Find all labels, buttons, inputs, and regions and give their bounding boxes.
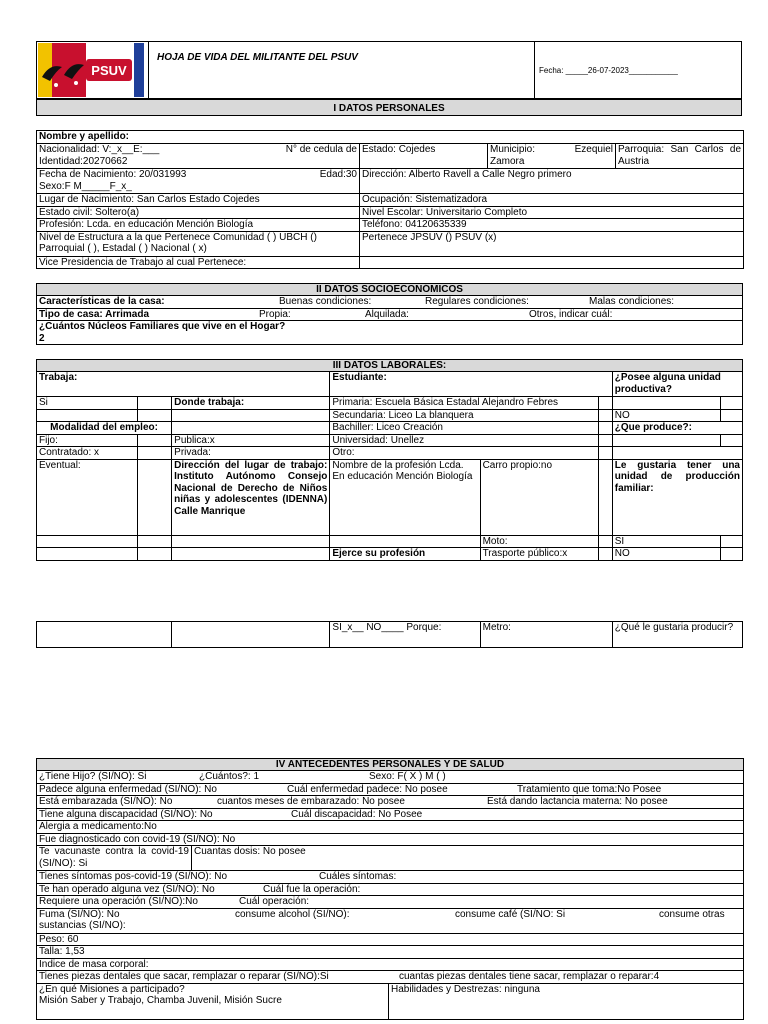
fecha-nacimiento: Fecha de Nacimiento: 20/031993 <box>39 169 187 180</box>
tiene-discapacidad: Tiene alguna discapacidad (SI/NO): No <box>39 808 213 820</box>
cual-operacion: Cuál fue la operación: <box>263 883 361 895</box>
transporte-publico: Trasporte público:x <box>480 548 598 561</box>
vice-presidencia: Vice Presidencia de Trabajo al cual Pertenece: <box>37 256 360 269</box>
header-divider-right <box>534 41 535 99</box>
nombre-profesion: Nombre de la profesión Lcda. En educación Mención Biología <box>330 459 480 535</box>
section-title-laborales: III DATOS LABORALES: <box>37 360 743 372</box>
que-produce: ¿Que produce?: <box>612 422 742 435</box>
tiene-hijo: ¿Tiene Hijo? (SI/NO): Si <box>39 771 147 782</box>
direccion-trabajo: Dirección del lugar de trabajo: Instituto Autónomo Consejo Nacional de Derecho de Niños niñas y adolescentes (IDENNA) Calle Manrique <box>172 459 330 535</box>
datos-laborales-table <box>36 359 743 561</box>
nucleos-answer: 2 <box>39 332 45 344</box>
meses-embarazo: cuantos meses de embarazado: No posee <box>217 796 405 807</box>
otro: Otro: <box>330 447 598 460</box>
contratado: Contratado: x <box>37 447 138 460</box>
propia: Propia: <box>259 308 291 320</box>
donde-trabaja: Donde trabaja: <box>172 397 330 410</box>
gustaria-no: NO <box>612 548 720 561</box>
fuma: Fuma (SI/NO): No <box>39 908 120 920</box>
nucleos-question: ¿Cuántos Núcleos Familiares que vive en el Hogar? <box>39 321 286 332</box>
talla: Talla: 1,53 <box>37 946 744 959</box>
sintomas-pos-covid: Tienes síntomas pos-covid-19 (SI/NO): No <box>39 871 228 882</box>
modalidad-empleo: Modalidad del empleo: <box>37 422 172 435</box>
parroquia-cell: Parroquia: San Carlos de Austria <box>616 144 744 169</box>
cual-operacion-2: Cuál operación: <box>239 896 310 907</box>
cedula-label: N° de cedula de <box>285 144 357 155</box>
fecha-nacimiento-cell <box>37 169 360 194</box>
cual-enfermedad: Cuál enfermedad padece: No posee <box>287 783 448 795</box>
trabaja: Trabaja: <box>37 372 330 397</box>
municipio-value-2: Zamora <box>490 155 525 167</box>
esta-embarazada: Está embarazada (SI/NO): No <box>39 796 173 807</box>
enfermedad-row <box>37 783 744 796</box>
estudiante: Estudiante: <box>330 372 612 397</box>
logo-text: PSUV <box>91 63 127 78</box>
gustaria-si: SI <box>612 535 720 548</box>
ocupacion: Ocupación: Sistematizadora <box>360 194 744 207</box>
habilidades: Habilidades y Destrezas: ninguna <box>389 983 744 1019</box>
nacionalidad-cell <box>37 144 360 169</box>
tipo-casa-row <box>37 308 743 321</box>
nivel-escolar: Nivel Escolar: Universitario Completo <box>360 206 744 219</box>
operado-row <box>37 883 744 896</box>
nivel-estructura: Nivel de Estructura a la que Pertenece Comunidad ( ) UBCH () Parroquial ( ), Estadal ( ) Nacional ( x) <box>37 231 360 256</box>
piezas-row <box>37 971 744 984</box>
municipio-label: Municipio: <box>490 144 536 155</box>
buenas-condiciones: Buenas condiciones: <box>279 296 372 307</box>
datos-personales-table <box>36 130 744 269</box>
peso: Peso: 60 <box>37 933 744 946</box>
hijo-row <box>37 771 744 784</box>
tratamiento: Tratamiento que toma:No Posee <box>517 783 662 795</box>
primaria: Primaria: Escuela Básica Estadal Alejandro Febres <box>330 397 598 410</box>
municipio-value-1: Ezequiel <box>574 144 613 155</box>
section-title-antecedentes: IV ANTECEDENTES PERSONALES Y DE SALUD <box>37 759 744 771</box>
indice-masa-corporal: Indice de masa corporal: <box>37 958 744 971</box>
bachiller: Bachiller: Liceo Creación <box>330 422 598 435</box>
padece-enfermedad: Padece alguna enfermedad (SI/NO): No <box>39 783 217 795</box>
otros: Otros, indicar cuál: <box>529 308 613 320</box>
antecedentes-salud-table <box>36 758 744 1020</box>
lactancia: Está dando lactancia materna: No posee <box>487 796 668 807</box>
trabaja-si: Si <box>37 397 138 410</box>
header-divider-left <box>148 41 149 99</box>
sexo-value: Sexo:F M_____F_x_ <box>39 180 132 192</box>
psuv-logo <box>38 43 146 97</box>
tipo-casa: Tipo de casa: Arrimada <box>39 308 150 320</box>
edad: Edad:30 <box>319 169 357 180</box>
sexo-hijo: Sexo: F( X ) M ( ) <box>369 771 446 782</box>
municipio-cell <box>488 144 616 169</box>
estado-civil: Estado civil: Soltero(a) <box>37 206 360 219</box>
consume-alcohol: consume alcohol (SI/NO): <box>235 908 350 920</box>
profesion: Profesión: Lcda. en educación Mención Biología <box>37 219 360 232</box>
requiere-operacion: Requiere una operación (SI/NO):No <box>39 896 198 907</box>
datos-laborales-continuation <box>36 621 743 648</box>
lugar-nacimiento: Lugar de Nacimiento: San Carlos Estado Cojedes <box>37 194 360 207</box>
embarazo-row <box>37 796 744 809</box>
consume-cafe: consume café (SI/NO: Si <box>455 908 566 920</box>
misiones-question: ¿En qué Misiones a participado? <box>39 983 185 995</box>
malas-condiciones: Malas condiciones: <box>589 296 675 307</box>
si-no-porque: SI_x__ NO____ Porque: <box>330 622 480 648</box>
telefono: Teléfono: 04120635339 <box>360 219 744 232</box>
section-title-socioeconomicos: II DATOS SOCIOECONÓMICOS <box>37 284 743 296</box>
discapacidad-row <box>37 808 744 821</box>
metro: Metro: <box>480 622 612 648</box>
te-han-operado: Te han operado alguna vez (SI/NO): No <box>39 883 215 895</box>
section-title-datos-personales: I DATOS PERSONALES <box>36 99 742 116</box>
gustaria-unidad: Le gustaria tener una unidad de producción familiar: <box>612 459 742 535</box>
eventual: Eventual: <box>37 459 138 535</box>
carro-propio: Carro propio:no <box>480 459 598 535</box>
alquilada: Alquilada: <box>365 308 409 320</box>
ejerce-profesion: Ejerce su profesión <box>330 548 480 561</box>
sintomas-row <box>37 871 744 884</box>
regulares-condiciones: Regulares condiciones: <box>425 296 529 307</box>
caracteristicas-row <box>37 296 743 309</box>
moto: Moto: <box>480 535 598 548</box>
document-title: HOJA DE VIDA DEL MILITANTE DEL PSUV <box>157 52 358 63</box>
piezas-dentales: Tienes piezas dentales que sacar, remplazar o reparar (SI/NO):Si <box>39 971 329 982</box>
universidad: Universidad: Unellez <box>330 434 598 447</box>
covid: Fue diagnosticado con covid-19 (SI/NO): No <box>37 833 744 846</box>
que-gustaria-producir: ¿Qué le gustaria producir? <box>612 622 742 648</box>
posee-unidad: ¿Posee alguna unidad productiva? <box>612 372 742 397</box>
nacionalidad-label: Nacionalidad: V:_x__E:___ <box>39 144 160 155</box>
estado-cell: Estado: Cojedes <box>360 144 488 169</box>
requiere-row <box>37 896 744 909</box>
caracteristicas-label: Características de la casa: <box>39 296 165 307</box>
misiones-answer: Misión Saber y Trabajo, Chamba Juvenil, Misión Sucre <box>39 995 282 1006</box>
cuantas-dosis: Cuantas dosis: No posee <box>192 846 744 871</box>
cuantas-piezas: cuantas piezas dentales tiene sacar, remplazar o reparar:4 <box>399 971 660 982</box>
datos-socioeconomicos-table <box>36 283 743 345</box>
nucleos-familiares <box>37 321 743 345</box>
secundaria: Secundaria: Liceo La blanquera <box>330 409 598 422</box>
sustancias: sustancias (SI/NO): <box>39 920 126 931</box>
identidad-value: Identidad:20270662 <box>39 155 128 167</box>
nombre-apellido: Nombre y apellido: <box>37 131 744 144</box>
cuales-sintomas: Cuáles síntomas: <box>319 871 397 882</box>
cual-discapacidad: Cuál discapacidad: No Posee <box>291 808 423 820</box>
pertenece: Pertenece JPSUV () PSUV (x) <box>360 231 744 256</box>
misiones-cell <box>37 983 389 1019</box>
habitos-row <box>37 908 744 933</box>
direccion-cell: Dirección: Alberto Ravell a Calle Negro primero <box>360 169 744 194</box>
vacuna-covid: Te vacunaste contra la covid-19 (SI/NO): Si <box>37 846 192 871</box>
fecha-field: Fecha: _____26-07-2023___________ <box>539 66 678 75</box>
posee-no: NO <box>612 409 720 422</box>
fijo: Fijo: <box>37 434 138 447</box>
consume-otras: consume otras <box>659 908 725 920</box>
privada: Privada: <box>172 447 330 460</box>
alergia: Alergia a medicamento:No <box>37 821 744 834</box>
publica: Publica:x <box>172 434 330 447</box>
cuantos-hijos: ¿Cuántos?: 1 <box>199 771 260 782</box>
